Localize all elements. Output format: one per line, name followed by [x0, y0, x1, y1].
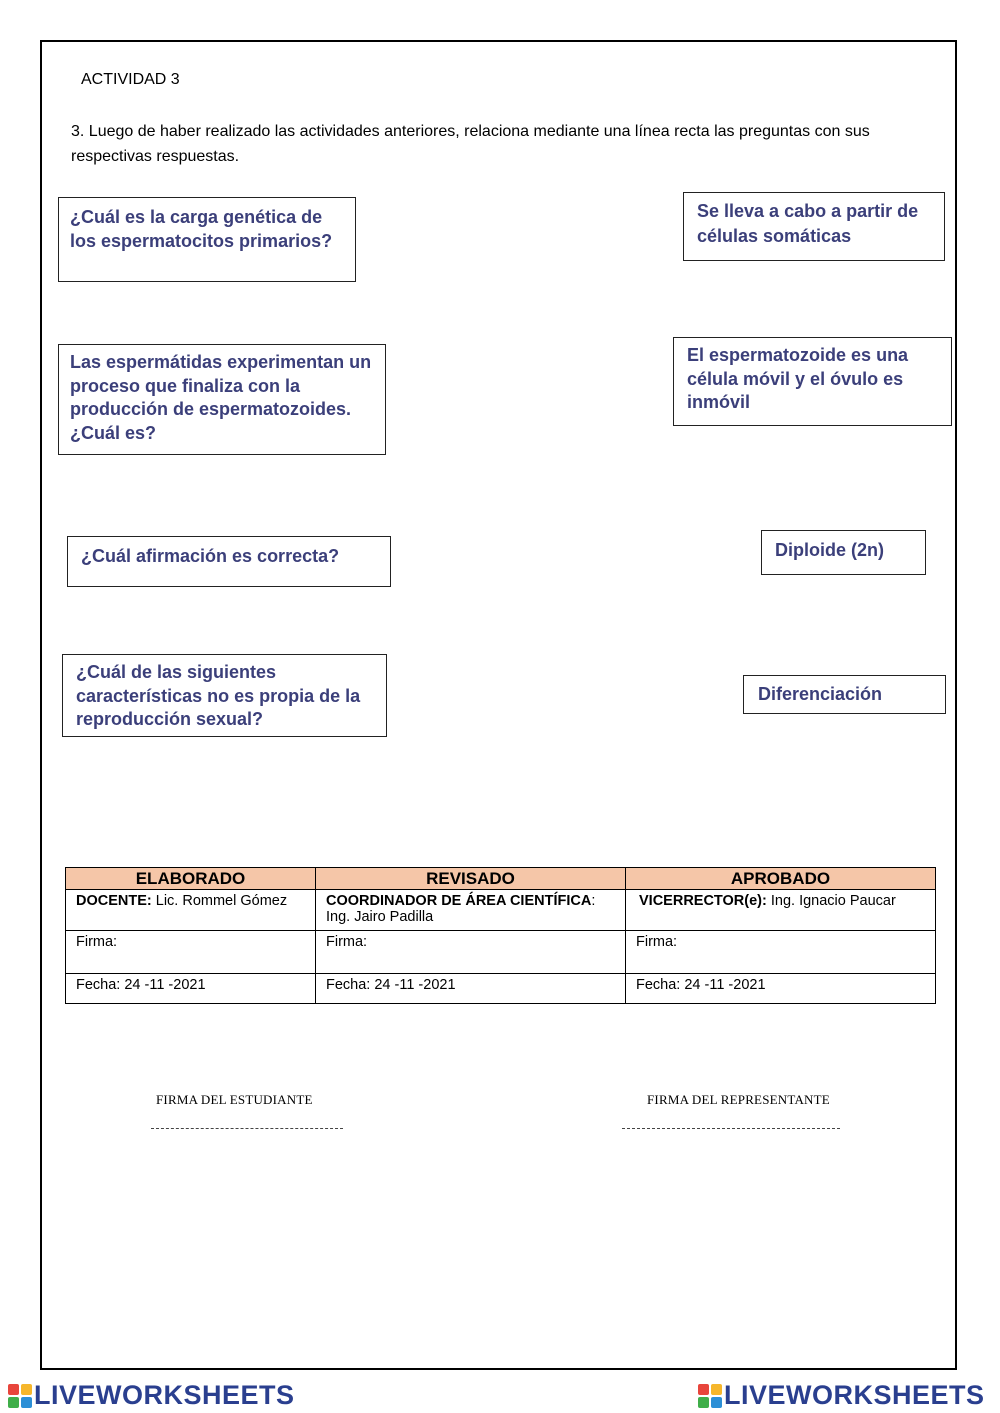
firma-cell: Firma: — [626, 931, 936, 974]
student-signature-label: FIRMA DEL ESTUDIANTE — [156, 1092, 313, 1107]
header-aprobado: APROBADO — [626, 868, 936, 890]
table-header-row — [66, 868, 936, 890]
liveworksheets-icon — [8, 1384, 32, 1408]
answer-box-2[interactable]: El espermatozoide es una célula móvil y el óvulo es inmóvil — [673, 337, 952, 426]
cell-docente — [66, 890, 316, 931]
liveworksheets-icon — [698, 1384, 722, 1408]
role-label: COORDINADOR DE ÁREA CIENTÍFICA — [326, 893, 592, 909]
representative-signature-line — [622, 1128, 840, 1129]
cell-vicerrector — [626, 890, 936, 931]
header-revisado: REVISADO — [316, 868, 626, 890]
fecha-cell: Fecha: 24 -11 -2021 — [316, 974, 626, 1004]
answer-box-3[interactable]: Diploide (2n) — [761, 530, 926, 575]
fecha-cell: Fecha: 24 -11 -2021 — [66, 974, 316, 1004]
role-name: Ing. Ignacio Paucar — [766, 893, 896, 909]
question-box-3[interactable]: ¿Cuál afirmación es correcta? — [67, 536, 391, 587]
role-label: DOCENTE: — [76, 893, 152, 909]
representative-signature-label: FIRMA DEL REPRESENTANTE — [647, 1092, 830, 1107]
firma-cell: Firma: — [66, 931, 316, 974]
table-row — [66, 931, 936, 974]
brand-name: LIVEWORKSHEETS — [724, 1380, 985, 1410]
firma-cell: Firma: — [316, 931, 626, 974]
approval-table — [65, 867, 936, 1004]
activity-title: ACTIVIDAD 3 — [81, 71, 180, 88]
role-name: Lic. Rommel Gómez — [151, 893, 288, 909]
question-box-2[interactable]: Las espermátidas experimentan un proceso que finaliza con la producción de espermatozoides. ¿Cuál es? — [58, 344, 386, 455]
brand-name: LIVEWORKSHEETS — [34, 1380, 295, 1410]
cell-coordinador — [316, 890, 626, 931]
role-name: : Ing. Jairo Padilla — [326, 893, 596, 925]
question-box-1[interactable]: ¿Cuál es la carga genética de los espermatocitos primarios? — [58, 197, 356, 282]
student-signature-line — [151, 1128, 343, 1129]
fecha-cell: Fecha: 24 -11 -2021 — [626, 974, 936, 1004]
liveworksheets-logo-right — [698, 1380, 985, 1411]
role-label: VICERRECTOR(e): — [639, 893, 767, 909]
liveworksheets-logo-left — [8, 1380, 295, 1411]
question-box-4[interactable]: ¿Cuál de las siguientes características no es propia de la reproducción sexual? — [62, 654, 387, 737]
table-row — [66, 890, 936, 931]
table-row — [66, 974, 936, 1004]
answer-box-4[interactable]: Diferenciación — [743, 675, 946, 714]
header-elaborado: ELABORADO — [66, 868, 316, 890]
instructions-text: 3. Luego de haber realizado las actividades anteriores, relaciona mediante una línea recta las preguntas con sus respectivas respuestas. — [71, 123, 870, 165]
answer-box-1[interactable]: Se lleva a cabo a partir de células somáticas — [683, 192, 945, 261]
